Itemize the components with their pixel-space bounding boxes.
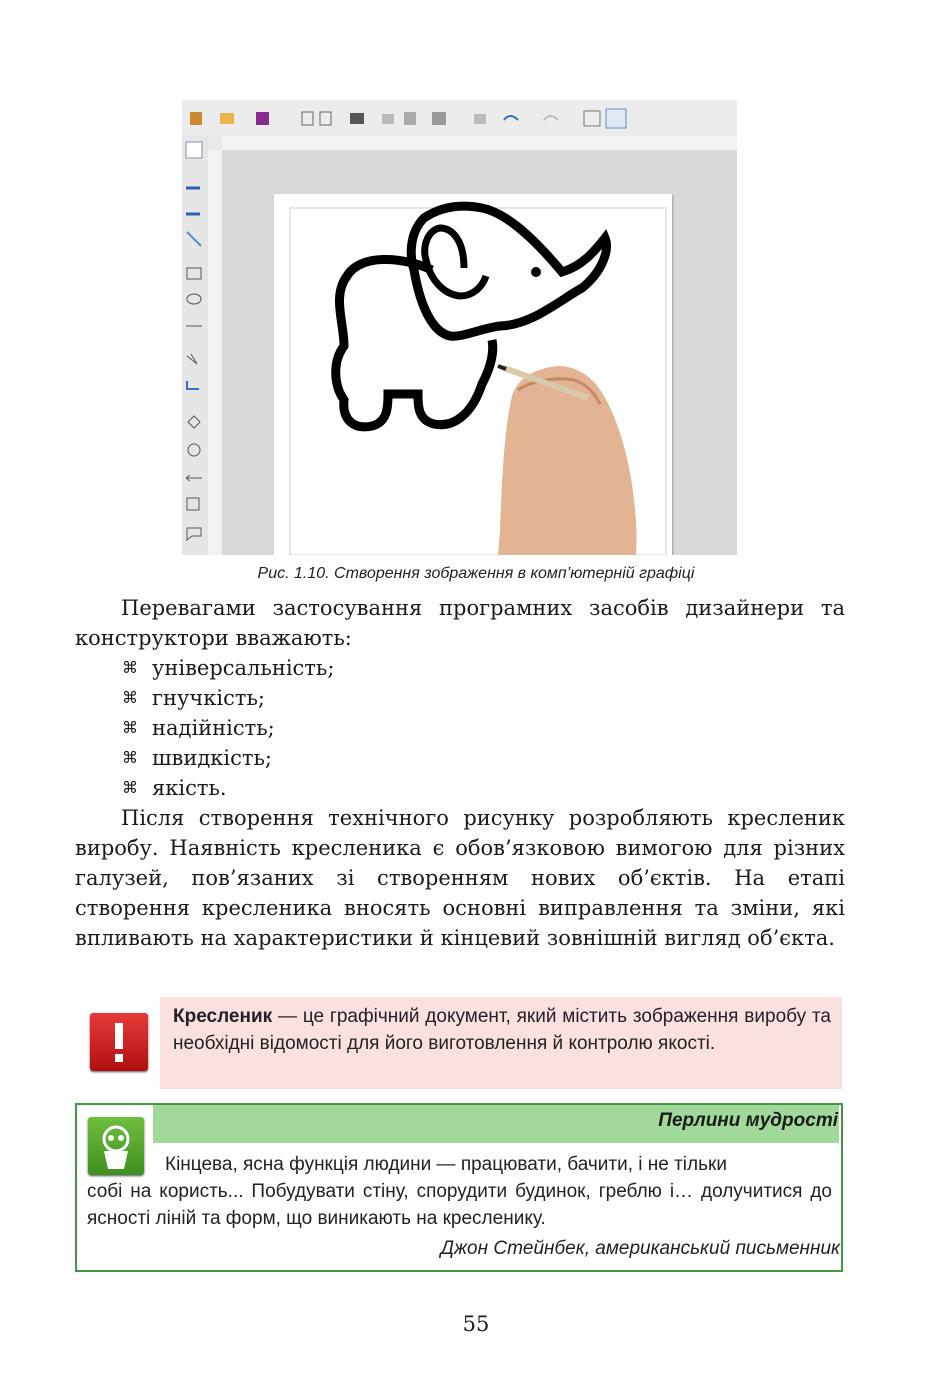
hand-shape — [498, 366, 637, 555]
bullet-icon: ⌘ — [122, 658, 138, 677]
list-item: ⌘ швидкість; — [120, 743, 334, 773]
exclamation-icon — [90, 1013, 148, 1071]
figure-caption: Рис. 1.10. Створення зображення в комп’ютерній графіці — [257, 565, 695, 582]
bullet-icon: ⌘ — [122, 718, 138, 737]
list-item: ⌘ якість. — [120, 773, 334, 803]
definition-term: Кресленик — [173, 1006, 273, 1027]
elephant-drawing — [182, 100, 737, 555]
figure-screenshot — [182, 100, 737, 555]
wisdom-quote — [87, 1151, 832, 1232]
elephant-ear — [425, 228, 486, 296]
quote-line-1: Кінцева, ясна функція людини — працювати, бачити, і не тільки — [165, 1154, 727, 1175]
advantages-list — [120, 653, 334, 803]
bullet-icon: ⌘ — [122, 688, 138, 707]
page-number: 55 — [462, 1312, 490, 1336]
bullet-icon: ⌘ — [122, 748, 138, 767]
list-item: ⌘ універсальність; — [120, 653, 334, 683]
definition-text — [173, 1003, 831, 1057]
bullet-icon: ⌘ — [122, 778, 138, 797]
list-item: ⌘ надійність; — [120, 713, 334, 743]
intro-paragraph: Перевагами застосування програмних засобів дизайнери та конструктори вважають: — [75, 596, 845, 650]
elephant-eye — [531, 267, 541, 277]
wisdom-title: Перлини мудрості — [658, 1110, 838, 1131]
definition-body: — це графічний документ, який містить зображення виробу та необхідні відомості для його виготовлення й контролю якості. — [173, 1006, 831, 1054]
list-item: ⌘ гнучкість; — [120, 683, 334, 713]
drawing-paragraph: Після створення технічного рисунку розробляють кресленик виробу. Наявність кресленика є обов’язковою вимогою для різних галузей, пов’язаних зі створенням нових об’єктів. На етапі створення кресленика вносять основні виправлення та зміни, які впливають на характеристики й кінцевий зовнішній вигляд об’єкта. — [75, 806, 845, 950]
quote-author: Джон Стейнбек, американський письменник — [440, 1238, 840, 1259]
quote-rest: собі на користь... Побудувати стіну, спорудити будинок, греблю і… долучитися до ясності ліній та форм, що виникають на кресленику. — [87, 1181, 832, 1229]
